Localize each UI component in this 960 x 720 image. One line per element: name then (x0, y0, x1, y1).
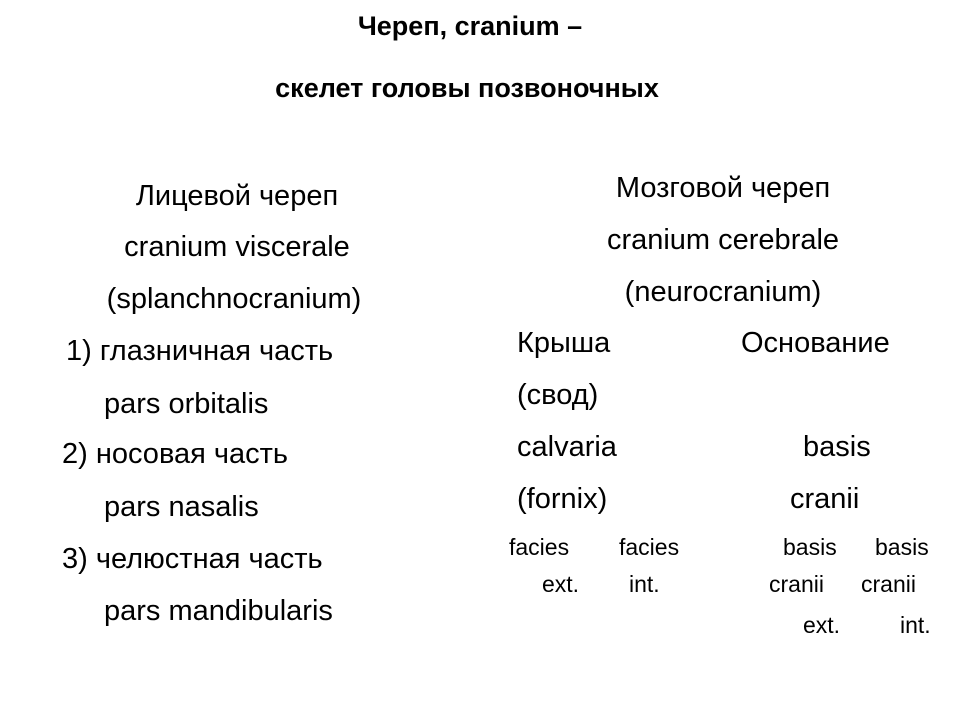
part-2-lat: pars nasalis (104, 491, 259, 523)
left-heading-alt: (splanchnocranium) (106, 283, 362, 315)
part-3-ru: 3) челюстная часть (62, 543, 323, 575)
right-heading-ru: Мозговой череп (615, 172, 831, 204)
title-line-2: скелет головы позвоночных (275, 73, 659, 103)
right-heading-lat: cranium cerebrale (606, 224, 840, 256)
basis-ext-line-3: ext. (803, 612, 841, 638)
roof-ru-2: (свод) (517, 379, 599, 411)
facies-int-line-2: int. (629, 571, 660, 597)
basis-int-line-3: int. (900, 612, 931, 638)
right-heading-alt: (neurocranium) (624, 276, 822, 308)
basis-ext-line-2: cranii (769, 571, 824, 597)
left-heading-lat: cranium viscerale (124, 231, 350, 263)
basis-int-line-2: cranii (861, 571, 916, 597)
roof-lat: calvaria (517, 431, 617, 463)
facies-ext-line-1: facies (509, 534, 570, 560)
basis-int-line-1: basis (875, 534, 929, 560)
title-line-1: Череп, cranium – (357, 11, 583, 41)
facies-int-line-1: facies (619, 534, 680, 560)
basis-ext-line-1: basis (783, 534, 837, 560)
roof-lat-2: (fornix) (517, 483, 608, 515)
part-1-lat: pars orbitalis (104, 388, 269, 420)
left-heading-ru: Лицевой череп (135, 180, 339, 212)
part-2-ru: 2) носовая часть (62, 438, 289, 470)
part-3-lat: pars mandibularis (104, 595, 333, 627)
roof-ru: Крыша (517, 327, 611, 359)
base-ru: Основание (741, 327, 890, 359)
base-lat-2: cranii (790, 483, 860, 515)
facies-ext-line-2: ext. (542, 571, 580, 597)
base-lat: basis (803, 431, 871, 463)
part-1-ru: 1) глазничная часть (66, 335, 334, 367)
